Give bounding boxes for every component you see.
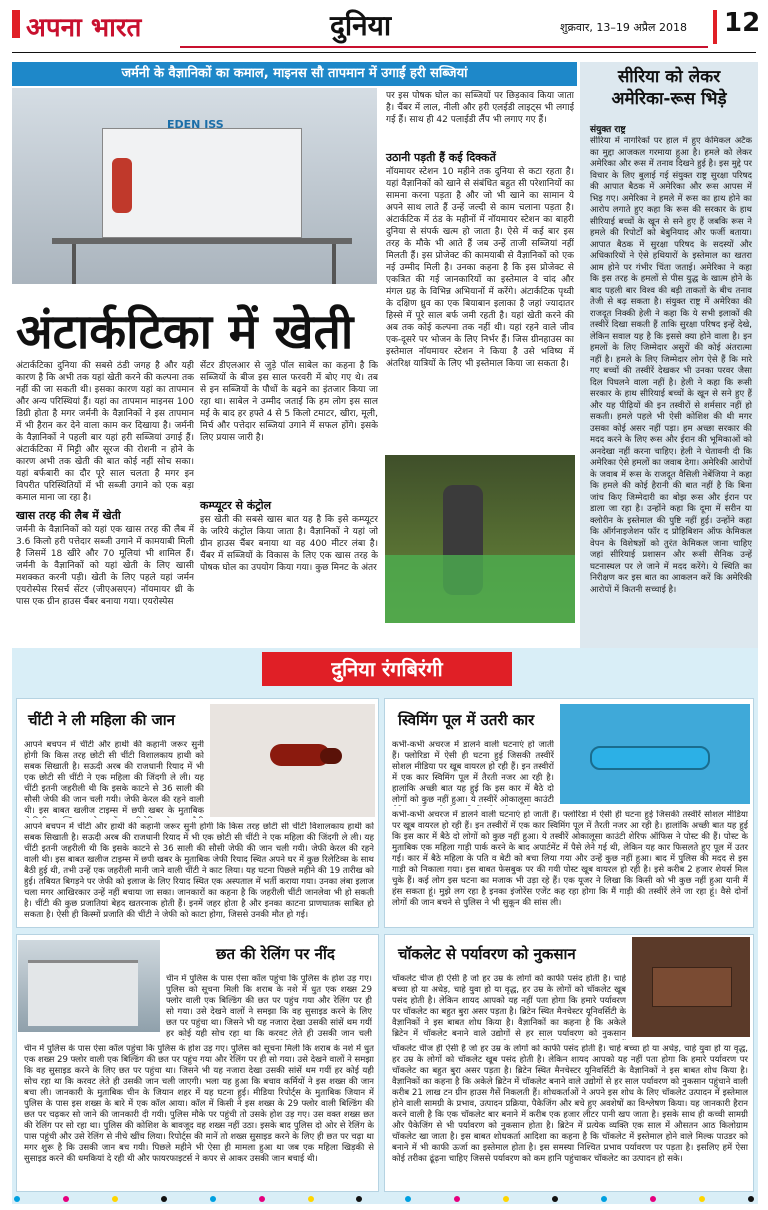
plant-foliage: [385, 555, 575, 623]
ant-article-body-a: आपने बचपन में चींटी और हाथी की कहानी जरूर सुनी होगी कि किस तरह छोटी सी चींटी विशालकाय हाथी को सबक सिखाती है। सऊदी अरब की राजधानी रियाद में भी एक छोटी सी चींटी ने एक महिला की जिंदगी ले ली। यह चींटी इतनी जहरीली थी कि इसके काटने से 36 साली की सौसी जेफी की जान चली गयी। जेफी केरल की रहने वाली थी। इस बाबत खलीज टाइम्स में छपी खबर के मुताबिक: [24, 740, 204, 816]
registration-marks: [14, 1196, 754, 1204]
masthead-rule: [12, 52, 756, 53]
pool-photo: [560, 704, 750, 804]
syria-byline: संयुक्त राष्ट्र: [590, 125, 626, 135]
reg-dot: [259, 1196, 265, 1202]
page-number: 12: [724, 8, 761, 38]
lead-col2b-text: इस खेती की सबसे खास बात यह है कि इसे कम्प्यूटर के जरिये कंट्रोल किया जाता है। वैज्ञानिकों ने यहां जो ग्रीन हाउस चैंबर बनाया था वह 400 मीटर लंबा है। चैंबर में सब्जियों के विकास के लिए एक खास तरह के पोषक घोल का उपयोग किया गया। कुछ मिनट के अंतर: [200, 515, 378, 573]
chocolate-bar: [652, 967, 732, 1007]
lead-col3a-text: पर इस पोषक घोल का सब्जियों पर छिड़काव किया जाता है। चैंबर में लाल, नीली और हरी एलईडी लाइट्स भी लगाई गई हैं। साथ ही 42 पलाईडी लैंप भी लगाए गए हैं।: [386, 91, 574, 125]
reg-dot: [14, 1196, 20, 1202]
chocolate-article-title: चॉकलेट से पर्यावरण को नुकसान: [398, 945, 576, 963]
lead-col1-text: अंटार्कटिका दुनिया की सबसे ठंडी जगह है और यही कारण है कि अभी तक यहां खेती करने की कल्पना तक नहीं की जा सकती थी। इसका कारण यहां का तापमान और अन्य परिस्थियां हैं। यहां का तापमान माइनस 100 डिग्री होता है मगर जर्मनी के वैज्ञानिकों ने इस तापमान में भी हैरान कर देने वाला काम कर दिखाया है। जर्मनी के वैज्ञानिकों ने पहली बार यहां हरी सब्जियां उगाई हैं। अंटार्कटिका में मिट्टी और सूरज की रोशनी न होने के कारण अभी तक खेती की बात कोई नहीं सोच सका। यहां बर्फबारी का दौर पूरे साल चलता है मगर इन विपरीत परिस्थितियों में भी सब्जी उगाने को एक बड़ा कमाल माना जा रहा है।: [16, 361, 194, 502]
greenhouse-photo: [385, 455, 575, 623]
syria-headline: सीरिया को लेकर अमेरिका-रूस भिड़े: [611, 67, 727, 109]
reg-dot: [748, 1196, 754, 1202]
section-title: दुनिया: [330, 9, 392, 42]
chocolate-article-body-b: चॉकलेट चीज ही ऐसी है जो हर उम्र के लोगों को काफी पसंद होती है। चाहे बच्चा हो या अधेड़, चाहे युवा हो या वृद्ध, हर उम्र के लोगों को चॉकलेट खूब पसंद होती है। लेकिन शायद आपको यह नहीं पता होगा कि हमारे पर्यावरण पर चॉकलेट का बहुत बुरा असर पड़ता है। ब्रिटेन स्थित मैनचेस्टर यूनिवर्सिटी के वैज्ञानिकों ने इस बाबत शोध किया है। वैज्ञानिकों का कहना है कि अकेले ब्रिटेन में चॉकलेट बनाने वाले उद्योगों से हर साल पर्यावरण को नुकसान पहुंचाने वाली करीब 21 लाख टन ग्रीन हाउस गैसें निकलती हैं। शोधकर्ताओं ने अपने इस शोध के लिए चॉकलेट उत्पादन में इस्तेमाल होने वाली सामग्री के प्रभाव, उत्पादन प्रक्रिया, पैकेजिंग और बचे हुए अवशेषों का विश्लेषण किया। यह जानकारी हैरान करने वाली है कि एक चॉकलेट बार बनाने में करीब एक हजार लीटर पानी खप जाता है। इसके साथ ही कच्ची सामग्री और पैकेजिंग से भी पर्यावरण को नुकसान होता है। ब्रिटेन में प्रत्येक व्यक्ति एक साल में औसतन आठ किलोग्राम चॉकलेट खा जाता है। इस बाबत शोधकर्ता आदिशा का कहना है कि चॉकलेट में इस्तेमाल होने वाले मिल्क पाउडर को बनाने में भी काफी ऊर्जा का इस्तेमाल होता है। इस समस्या निश्चित प्रभाव पर्यावरण पर पड़ता है। इसलिए हमें ऐसा कोई तरीका ढूंढ़ना चाहिए जिससे पर्यावरण को कम हानि पहुंचाकर चॉकलेट का उत्पादन हो सके।: [392, 1044, 748, 1164]
ant-photo: [210, 704, 375, 817]
reg-dot: [405, 1196, 411, 1202]
roof-article-body-b: चीन में पुलिस के पास ऐसा कॉल पहुंचा कि पुलिस के होश उड़ गए। पुलिस को सूचना मिली कि शराब के नशे में धुत एक शख्स 29 फ्लोर वाली एक बिल्डिंग की छत पर पहुंच गया और रेलिंग पर ही सो गया। उसे देखने वालों ने समझा कि वह सुसाइड करने के लिए छत पर पहुंचा था। जिसने भी यह नजारा देखा उसकी सांसें थम गयीं हर कोई यही सोच रहा था कि करवट लेते ही उसकी जान चली जाएगी। भला यह हुआ कि बचाव कर्मियों ने इस शख्स की जान बचा ली। जानकारी के मुताबिक चीन के जियान शहर में यह घटना हुई। मीडिया रिपोर्ट्स के मुताबिक जियान में पुलिस के पास इस शख्स के बारे में एक कॉल आया। कॉल में किसी ने इस शख्स के 29 फ्लोर वाली बिल्डिंग की छत पर चढ़कर सो जाने की जानकारी दी गयी। पुलिस मौके पर पहुंची तो उसके होश उड़ गए। उस वक्त शख्स छत की रेलिंग पर सो रहा था। पुलिस की कोशिश के बावजूद वह शख्स नहीं उठा। इसके बाद पुलिस दो ओर से रेलिंग के पास पहुंची और उसे रेलिंग से नीचे खींच लिया। रिपोर्ट्स की मानें तो शख्स सुसाइड करने के लिए ही छत पर चढ़ा था मगर शुरू है कि उसकी जान बच गयी। पिछले महीने भी ऐसा ही मामला हुआ था जब एक महिला खिड़की से सुसाइड करने की धमकियां दे रही थी और फायरफाइटर्स ने कपर से आकर उसकी जान बचाई थी।: [24, 1044, 374, 1164]
lab-container: [102, 128, 302, 238]
chocolate-article-body-a: चॉकलेट चीज ही ऐसी है जो हर उम्र के लोगों को काफी पसंद होती है। चाहे बच्चा हो या अधेड़, चाहे युवा हो या वृद्ध, हर उम्र के लोगों को चॉकलेट खूब पसंद होती है। लेकिन शायद आपको यह नहीं पता होगा कि हमारे पर्यावरण पर चॉकलेट का बहुत बुरा असर पड़ता है। ब्रिटेन स्थित मैनचेस्टर यूनिवर्सिटी के वैज्ञानिकों ने इस बाबत शोध किया है। वैज्ञानिकों का कहना है कि अकेले ब्रिटेन में चॉकलेट बनाने वाले उद्योगों से हर साल पर्यावरण को नुकसान: [392, 974, 626, 1039]
ant-article-title: चींटी ने ली महिला की जान: [28, 711, 175, 729]
platform-leg: [72, 244, 76, 284]
lead-col2-text: सेंटर डीएलआर से जुड़े पॉल साबेल का कहना है कि सब्जियों के बीज इस साल फरवरी में बोए गए थे। तब से इन सब्जियों के पौधों के बढ़ने का इंतजार किया जा रहा था। साबेल ने उम्मीद जताई कि हम लोग इस साल मई के बाद हर हफ्ते 4 से 5 किलो टमाटर, खीरा, मूली, मिर्च और पत्तेदार सब्जियां उगाने में सफल होंगे। इसके लिए प्रयास जारी है।: [200, 361, 378, 443]
roof-article-title: छत की रेलिंग पर नींद: [216, 945, 335, 963]
brand-logo: अपना भारत: [26, 13, 142, 43]
syria-body: सीरिया में नागरिकों पर हाल में हुए केमिकल अटैक का मुद्दा आजकल गरमाया हुआ है। हमले को लेकर अमेरिका और रूस में तनाव दिखने हुई है। इस मुद्दे पर विचार के लिए बुलाई गई संयुक्त राष्ट्र सुरक्षा परिषद की आपात बैठक में अमेरिका और रूस आपस में भिड़ गए। अमेरिका ने हमले में रूस का हाथ होने का आरोप लगाते हुए कहा कि रूस की सरकार के हाथ सीरियाई बच्चों के खून से सने हुए हैं जबकि रूस ने हमले की रिपोर्टों को बेबुनियाद और फर्जी बताया। आपात बैठक में सुरक्षा परिषद के सदस्यों और अधिकारियों ने ऐसे हथियारों के इस्तेमाल का खतरा आम होने पर गंभीर चिंता जताई। अमेरिका ने कहा कि इस तरह के हमलों से पीस युद्ध के खात्म होने के बाद पहली बार विश्व की बड़ी ताकतों के बीच तनाव तेजी से बढ़ सकता है। संयुक्त राष्ट्र में अमेरिका की राजदूत निक्की हेली ने कहा कि ये सभी इलाकों की तस्वीरें दिखा सकती हैं ताकि सुरक्षा परिषद इन्हें देखे, लेकिन सवाल यह है कि इससे क्या होने वाला है। इन हमलों के लिए जिम्मेदार असुरों की कोई अंतरात्मा नहीं है। हमले के लिए जिम्मेदार लोग ऐसे हैं कि मारे गए बच्चों की तस्वीरें देखकर भी उनका परवर जैसा दिल पिघलने वाला नहीं है। हेली ने कहा कि रूसी सरकार के हाथ सीरियाई बच्चों के खून से सने हुए हैं और यह पीढ़ियों की इन तस्वीरों से शर्मसार नहीं हो सकती। हमले पहले भी ऐसी कोशिश की थी मगर उसका कोई असर नहीं पड़ा। हम अच्छा सरकार की मदद करने के लिए रूस और ईरान की भूमिकाओं को अनदेखा नहीं करना चाहिए। हेली ने चेतावनी दी कि अमेरिका ऐसे हमलों का जवाब देगा। अमेरिकी आरोपों के जवाब में रूस के राजदूत वैसिली नेबेंजिया ने कहा कि हमले की कोई हैरानी की बात नहीं है कि बिना जांच किए जिम्मेदारी का बोझ रूस और ईरान पर डाला जा रहा है। उन्होंने कहा कि दूमा में सरीन या क्लोरीन के इस्तेमाल की पुष्टि नहीं हुई। उन्होंने कहा कि ऑर्गनाइजेशन फॉर द प्रोहिबिशन ऑफ केमिकल वेपन के विशेषज्ञों को तुरंत केमिकल जाना चाहिए जहां सीरियाई प्रशासन और रूसी सैनिक उन्हें घटनास्थल पर ले जाने में मदद करेंगे। ये स्थिति का निरीक्षण कर इस बात का आकलन करें कि अमेरिकी आरोपों में कितनी सच्चाई है।: [590, 136, 752, 595]
issue-date: शुक्रवार, 13–19 अप्रैल 2018: [560, 21, 687, 34]
car-in-pool: [590, 746, 710, 770]
lab-sign: EDEN ISS: [167, 118, 224, 131]
lead-col3b-text: नॉयमायर स्टेशन 10 महीने तक दुनिया से कटा रहता है। यहां वैज्ञानिकों को खाने से संबंधित बहुत सी परेशानियों का सामना करना पड़ता है और जो भी खाने का सामान ये अपने साथ लाते हैं उन्हें जल्दी से काम चलाना पड़ता है। अंटार्कटिक में ठंड के महीनों में नॉयमायर स्टेशन का बाहरी दुनिया से संपर्क खत्म हो जाता है। ऐसे में कई बार इस तरह के मौके भी आते हैं जब उन्हें ताजी सब्जियां नहीं मिलती हैं। इस प्रोजेक्ट की कामयाबी से वैज्ञानिकों को एक नई उम्मीद मिली है। उनका कहना है कि इस प्रोजेक्ट से एकत्रित की गई जानकारियों का इस्तेमाल वे चांद और मंगल ग्रह के विभिन्न अभियानों में करेंगे। अंटार्कटिक पृथ्वी के दक्षिण ध्रुव का एक बियाबान इलाका है जहां ज्यादातर हिस्से में पूरे साल बर्फ जमी रहती है। यहां खेती करने की अब तक कोई कल्पना तक नहीं थी। यहां रहने वाले जीव एक-दूसरे पर भोजन के लिए निर्भर हैं। जिस ग्रीनहाउस का इस्तेमाल नॉयमायर स्टेशन ने किया है उसे भविष्य में अंतरिक्ष यात्रियों के लिए भी इस्तेमाल किया जा सकता है।: [386, 167, 574, 369]
reg-dot: [356, 1196, 362, 1202]
lead-headline: अंटार्कटिका में खेती: [16, 304, 354, 360]
building-roof: [28, 960, 138, 1026]
reg-dot: [308, 1196, 314, 1202]
antarctica-lab-photo: [12, 88, 377, 284]
ant-article-body-b: आपने बचपन में चींटी और हाथी की कहानी जरूर सुनी होगी कि किस तरह छोटी सी चींटी विशालकाय हाथी को सबक सिखाती है। सऊदी अरब की राजधानी रियाद में भी एक छोटी सी चींटी ने एक महिला की जिंदगी ले ली। यह चींटी इतनी जहरीली थी कि इसके काटने से 36 साली की सौसी जेफी की जान चली गयी। जेफी केरल की रहने वाली थी। इस बाबत खलीज टाइम्स में छपी खबर के मुताबिक जेफी रियाद स्थित अपने घर में कुछ रिलेटिव्स के साथ बैठी हुई थी, तभी उन्हें एक जहरीली मानी जाने वाली चींटी ने काट लिया। यह घटना पिछले महीने की 19 तारीख को हुई। तबियत बिगड़ने पर जेफी को इलाज के लिए रियाद स्थित एक अस्पताल में भर्ती कराया गया। उनका लंबा इलाज चला मगर आखिरकार उन्हें नहीं बचाया जा सका। जानकारों का कहना है कि जहरीली चींटी जानलेवा भी हो सकती है। चींटी की कुछ प्रजातियां बेहद खतरनाक होती हैं। इनमें जहर होता है और इनका काटना प्राणघातक साबित हो सकता है। ऐसी ही किस्मों प्रजाति की चींटी ने जेफी को काटा होगा, जिससे उनकी मौत हो गई।: [24, 822, 374, 920]
ant-head: [320, 748, 342, 764]
masthead-red-rule: [180, 46, 708, 48]
reg-dot: [601, 1196, 607, 1202]
lead-col1b-text: जर्मनी के वैज्ञानिकों को यहां एक खास तरह की लैब में 3.6 किलो हरी पत्तेदार सब्जी उगाने में कामयाबी मिली है जिसमें 18 खीरे और 70 मूलियां भी शामिल हैं। जर्मनी के वैज्ञानिकों को यहां खेती के लिए खासी मशक्कत करनी पड़ी। खेती के लिए पहले यहां जर्मन एयरोस्पेस रिसर्च सेंटर (जीएअसएन) नॉयमायर थ्री के पास एक ग्रीन हाउस चैंबर बनाया गया। एयरोस्पेस: [16, 525, 194, 607]
reg-dot: [650, 1196, 656, 1202]
lab-platform: [52, 238, 352, 244]
roof-photo: [18, 940, 160, 1032]
lead-subhead-computer: कम्प्यूटर से कंट्रोल: [200, 499, 272, 512]
page-number-bar: [713, 10, 717, 44]
reg-dot: [699, 1196, 705, 1202]
pool-article-body-a: कभी-कभी अचरज में डालने वाली घटनाएं हो जाती हैं। फ्लोरिडा में ऐसी ही घटना हुई जिसकी तस्वीरें सोशल मीडिया पर खूब वायरल हो रही हैं। इन तस्वीरों में एक कार स्विमिंग पूल में तैरती नजर आ रही है। हालांकि अच्छी बात यह हुई कि इस कार में बैठे दो लोगों को कुछ नहीं हुआ। ये तस्वीरें ओकालूसा काउंटी: [392, 740, 554, 805]
reg-dot: [552, 1196, 558, 1202]
lead-subhead-difficulties: उठानी पड़ती हैं कई दिक्कतें: [386, 151, 496, 164]
reg-dot: [503, 1196, 509, 1202]
reg-dot: [161, 1196, 167, 1202]
lead-banner-text: जर्मनी के वैज्ञानिकों का कमाल, माइनस सौ तापमान में उगाईं हरी सब्जियां: [121, 66, 468, 81]
pool-article-title: स्विमिंग पूल में उतरी कार: [398, 711, 535, 729]
chocolate-photo: [632, 937, 750, 1037]
pool-article-body-b: कभी-कभी अचरज में डालने वाली घटनाएं हो जाती हैं। फ्लोरिडा में ऐसी ही घटना हुई जिसकी तस्वीरें सोशल मीडिया पर खूब वायरल हो रही हैं। इन तस्वीरों में एक कार स्विमिंग पूल में तैरती नजर आ रही है। हालांकि अच्छी बात यह हुई कि इस कार में बैठे दो लोगों को कुछ नहीं हुआ। ये तस्वीरें ओकालूसा काउंटी शेरिफ ऑफिस ने पोस्ट की हैं। पोस्ट के मुताबिक एक महिला गाड़ी पार्क करने के बाद अपार्टमेंट में पैसे लेने गई थी, लेकिन यह कार फिसलते हुए पूल में उतर गई। कार में बैठे महिला के पति व बेटी को बचा लिया गया और उन्हें कुछ नहीं हुआ। बाद में पुलिस की मदद से इस गाड़ी को निकाला गया। इस बाबत फेसबुक पर की गयी पोस्ट खूब वायरल हो रही है। इसे करीब 2 हजार शेयर्स मिल चुके हैं। कई लोग इस घटना का मजाक भी उड़ा रहे हैं। एक यूजर ने लिखा कि किसी को भी कुछ नहीं हुआ यानी मैं हंस सकता हूं। मुझे लग रहा है इनका इंजोरेंस एजेंट कह रहा होगा कि मैं गाड़ी की तस्वीरें लेने जा रहा हूं। वैसे दोनों लोगों की जान बचने से पुलिस ने भी सुकून की सांस ली।: [392, 810, 748, 908]
reg-dot: [210, 1196, 216, 1202]
reg-dot: [454, 1196, 460, 1202]
rangbirangi-banner-text: दुनिया रंगबिरंगी: [331, 657, 443, 681]
lead-banner: [12, 62, 577, 86]
lead-subhead-lab: खास तरह की लैब में खेती: [16, 509, 121, 522]
reg-dot: [63, 1196, 69, 1202]
rangbirangi-banner: [262, 652, 512, 686]
reg-dot: [112, 1196, 118, 1202]
platform-leg: [332, 244, 336, 284]
roof-article-body-a: चीन में पुलिस के पास ऐसा कॉल पहुंचा कि पुलिस के होश उड़ गए। पुलिस को सूचना मिली कि शराब के नशे में धुत एक शख्स 29 फ्लोर वाली एक बिल्डिंग की छत पर पहुंच गया और रेलिंग पर ही सो गया। उसे देखने वालों ने समझा कि वह सुसाइड करने के लिए छत पर पहुंचा था। जिसने भी यह नजारा देखा उसकी सांसें थम गयीं हर कोई यही सोच रहा था कि करवट लेते ही उसकी जान चली: [166, 974, 372, 1039]
researcher-figure: [112, 158, 132, 213]
brand-red-mark: [12, 10, 20, 38]
masthead: [0, 0, 768, 56]
